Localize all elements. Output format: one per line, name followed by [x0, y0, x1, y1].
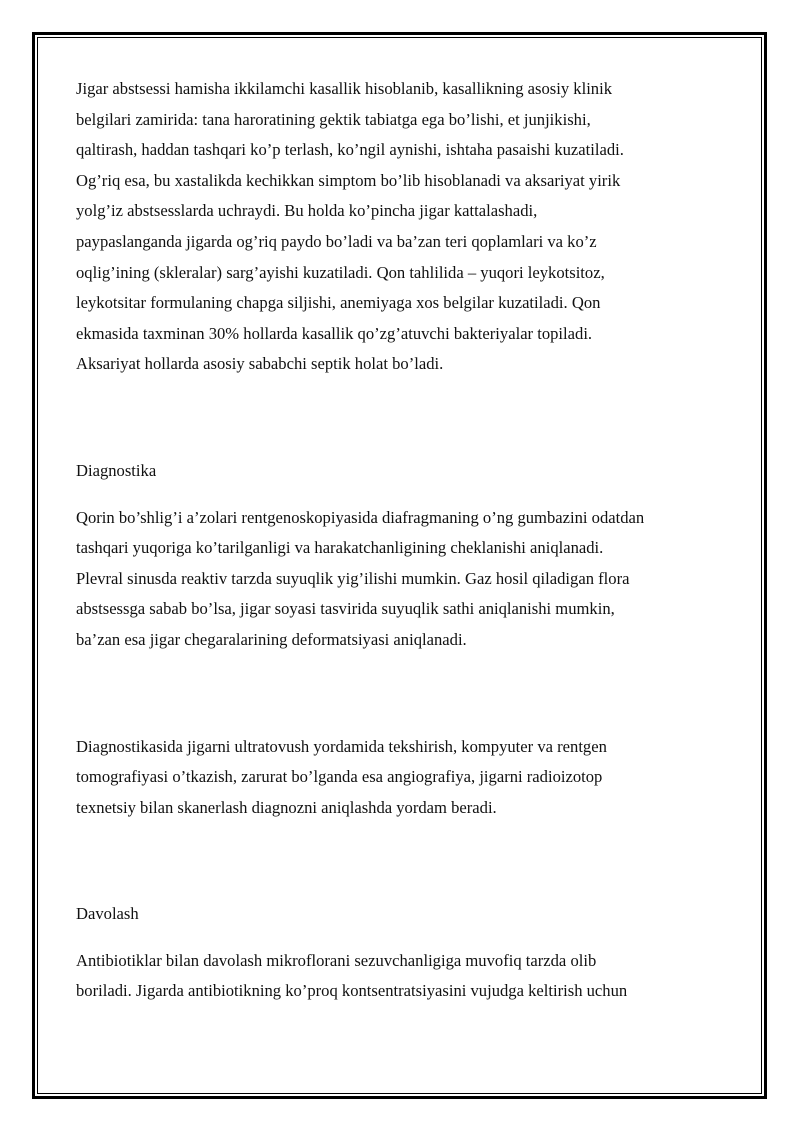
text-line: oqlig’ining (skleralar) sarg’ayishi kuzatiladi. Qon tahlilida – yuqori leykotsitoz,: [76, 262, 605, 282]
text-line: texnetsiy bilan skanerlash diagnozni aniqlashda yordam beradi.: [76, 797, 497, 817]
text-line: ekmasida taxminan 30% hollarda kasallik qo’zg’atuvchi bakteriyalar topiladi.: [76, 323, 593, 343]
diagnostika-paragraph: [76, 503, 736, 656]
document-body: [76, 74, 736, 1007]
text-line: tashqari yuqoriga ko’tarilganligi va harakatchanligining cheklanishi aniqlanadi.: [76, 538, 604, 558]
text-line: Antibiotiklar bilan davolash mikroflorani sezuvchanligiga muvofiq tarzda olib: [76, 950, 597, 970]
text-line: Diagnostikasida jigarni ultratovush yordamida tekshirish, kompyuter va rentgen: [76, 736, 607, 756]
text-line: boriladi. Jigarda antibiotikning ko’proq kontsentratsiyasini vujudga keltirish uchun: [76, 981, 628, 1001]
heading-diagnostika: Diagnostika: [76, 460, 157, 480]
text-line: Jigar abstsessi hamisha ikkilamchi kasallik hisoblanib, kasallikning asosiy klinik: [76, 79, 613, 98]
text-line: belgilari zamirida: tana haroratining gektik tabiatga ega bo’lishi, et junjikishi,: [76, 109, 591, 129]
text-line: ba’zan esa jigar chegaralarining deformatsiyasi aniqlanadi.: [76, 629, 467, 649]
text-line: Og’riq esa, bu xastalikda kechikkan simptom bo’lib hisoblanadi va aksariyat yirik: [76, 170, 621, 190]
davolash-paragraph: [76, 946, 736, 1007]
text-line: abstsessga sabab bo’lsa, jigar soyasi tasvirida suyuqlik sathi aniqlanishi mumkin,: [76, 599, 615, 619]
heading-davolash: Davolash: [76, 904, 139, 924]
text-line: tomografiyasi o’tkazish, zarurat bo’lganda esa angiografiya, jigarni radioizotop: [76, 767, 603, 787]
text-line: Qorin bo’shlig’i a’zolari rentgenoskopiyasida diafragmaning o’ng gumbazini odatdan: [76, 507, 645, 527]
diagnostika-methods-paragraph: [76, 732, 736, 824]
intro-paragraph: [76, 74, 736, 380]
text-line: paypaslanganda jigarda og’riq paydo bo’ladi va ba’zan teri qoplamlari va ko’z: [76, 231, 597, 251]
text-line: Aksariyat hollarda asosiy sababchi septik holat bo’ladi.: [76, 354, 444, 374]
text-line: qaltirash, haddan tashqari ko’p terlash, ko’ngil aynishi, ishtaha pasaishi kuzatiladi.: [76, 140, 624, 160]
text-line: Plevral sinusda reaktiv tarzda suyuqlik yig’ilishi mumkin. Gaz hosil qiladigan flora: [76, 568, 630, 588]
text-line: yolg’iz abstsesslarda uchraydi. Bu holda ko’pincha jigar kattalashadi,: [76, 201, 538, 221]
text-line: leykotsitar formulaning chapga siljishi, anemiyaga xos belgilar kuzatiladi. Qon: [76, 293, 601, 313]
